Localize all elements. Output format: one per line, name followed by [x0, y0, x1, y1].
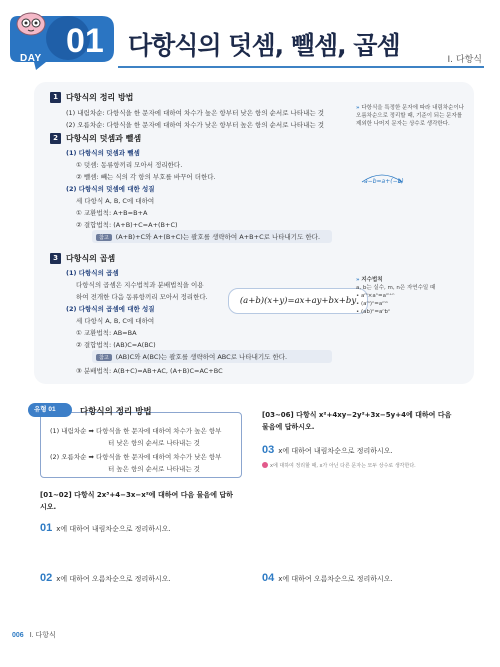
question-02-number: 02 [40, 572, 53, 584]
s3-line-7: ② 결합법칙: (AB)C=A(BC) [76, 341, 156, 349]
exponent-law-3: • (ab)ⁿ=aⁿbⁿ [356, 309, 391, 315]
s3-note-row [96, 352, 287, 361]
question-03-hint [262, 462, 416, 469]
question-02-text: x에 대하여 오름차순으로 정리하시오. [56, 575, 171, 583]
section-2-number: 2 [50, 133, 61, 144]
s2-line-2: ① 덧셈: 동류항끼리 모아서 정리한다. [76, 161, 183, 169]
question-01-number: 01 [40, 522, 53, 534]
chapter-tag: I. 다항식 [447, 55, 482, 65]
page-header [0, 0, 500, 78]
exponent-law-note [356, 276, 468, 316]
question-03-hint-text: x에 대하여 정리할 때, x가 아닌 다른 문자는 모두 상수로 생각한다. [270, 463, 416, 469]
s3-reference-note [92, 350, 332, 363]
s3-note-text: (AB)C와 A(BC)는 괄호를 생략하여 ABC로 나타내기도 한다. [115, 353, 288, 361]
problem-group-03-06-heading: [03~06] 다항식 x²+4xy−2y²+3x−5y+4에 대하여 다음 [262, 411, 452, 419]
s2-line-6: ① 교환법칙: A+B=B+A [76, 209, 148, 217]
s3-line-8: ③ 분배법칙: A(B+C)=AB+AC, (A+B)C=AC+BC [76, 367, 223, 375]
exponent-law-1: • aᵐ×aⁿ=aᵐ⁺ⁿ [356, 293, 395, 299]
section-3-number: 3 [50, 253, 61, 264]
question-02 [40, 572, 171, 584]
question-01 [40, 522, 171, 534]
question-04-number: 04 [262, 572, 275, 584]
s2-line-4: (2) 다항식의 덧셈에 대한 성질 [66, 185, 155, 193]
s2-note-row [96, 232, 320, 241]
s1-side-note-text: 다항식을 특정한 문자에 따라 내림차순이나 오름차순으로 정리할 때, 기준이 되는 문자를 제외한 나머지 문자는 상수로 생각한다. [356, 105, 464, 127]
type-01-badge: 유형 01 [28, 403, 72, 417]
question-01-text: x에 대하여 내림차순으로 정리하시오. [56, 525, 171, 533]
s2-line-3: ② 뺄셈: 빼는 식의 각 항의 부호를 바꾸어 더한다. [76, 173, 216, 181]
s3-line-5: 세 다항식 A, B, C에 대하여 [76, 317, 155, 325]
question-03-text: x에 대하여 내림차순으로 정리하시오. [278, 447, 393, 455]
section-2-title: 다항식의 덧셈과 뺄셈 [66, 134, 142, 143]
hint-icon [262, 462, 268, 468]
section-1-number: 1 [50, 92, 61, 103]
header-divider [118, 66, 484, 68]
side-arrow-icon: » [356, 277, 360, 283]
exponent-law-condition: a, b는 실수, m, n은 자연수일 때 [356, 285, 436, 291]
type-row-1b: 터 낮은 항의 순서로 나타내는 것 [108, 439, 200, 447]
exponent-law-title: 지수법칙 [361, 277, 383, 283]
mascot-icon [14, 8, 48, 38]
s3-line-3: 하여 전개한 다음 동류항끼리 모아서 정리한다. [76, 293, 208, 301]
exponent-law-2: • (aᵐ)ⁿ=aᵐⁿ [356, 301, 388, 307]
s2-note-text: (A+B)+C와 A+(B+C)는 괄호를 생략하여 A+B+C로 나타내기도 한다. [115, 233, 321, 241]
reference-tag: 참고 [96, 354, 112, 361]
s3-line-6: ① 교환법칙: AB=BA [76, 329, 137, 337]
question-03-number: 03 [262, 444, 275, 456]
page-title: 다항식의 덧셈, 뺄셈, 곱셈 [128, 31, 400, 60]
problem-group-03-06-heading-cont: 물음에 답하시오. [262, 423, 315, 431]
s3-line-1: (1) 다항식의 곱셈 [66, 269, 119, 277]
type-row-2a: (2) 오름차순 ➡ 다항식을 한 문자에 대하여 차수가 낮은 항부 [50, 453, 222, 461]
question-04 [262, 572, 393, 584]
s2-line-5: 세 다항식 A, B, C에 대하여 [76, 197, 155, 205]
day-label: DAY [20, 53, 42, 64]
s2-reference-note [92, 230, 332, 243]
problem-group-01-02-heading-cont: 시오. [40, 503, 57, 511]
section-1-heading [50, 92, 133, 103]
page-number: 006 [12, 632, 24, 639]
section-3-title: 다항식의 곱셈 [66, 254, 116, 263]
type-01-title: 다항식의 정리 방법 [80, 407, 152, 417]
section-2-heading [50, 133, 141, 144]
problem-group-01-02-heading: [01~02] 다항식 2x³+4−3x−x²에 대하여 다음 물음에 답하 [40, 491, 233, 499]
s1-line-1: (1) 내림차순: 다항식을 한 문자에 대하여 차수가 높은 항부터 낮은 항의 순서로 나타내는 것 [66, 109, 325, 117]
side-arrow-icon: » [356, 105, 360, 111]
s1-side-note [356, 104, 468, 128]
section-1-title: 다항식의 정리 방법 [66, 93, 134, 102]
type-row-1a: (1) 내림차순 ➡ 다항식을 한 문자에 대하여 차수가 높은 항부 [50, 427, 222, 435]
type-row-2b: 터 높은 항의 순서로 나타내는 것 [108, 465, 200, 473]
s3-line-4: (2) 다항식의 곱셈에 대한 성질 [66, 305, 155, 313]
s2-line-1: (1) 다항식의 덧셈과 뺄셈 [66, 149, 140, 157]
distribution-formula: (a+b)(x+y)=ax+ay+bx+by [228, 288, 368, 314]
page-footer [12, 630, 56, 640]
footer-chapter: I. 다항식 [29, 632, 56, 639]
reference-tag: 참고 [96, 234, 112, 241]
question-04-text: x에 대하여 오름차순으로 정리하시오. [278, 575, 393, 583]
s3-line-2: 다항식의 곱셈은 지수법칙과 분배법칙을 이용 [76, 281, 204, 289]
section-3-heading [50, 253, 115, 264]
s1-line-2: (2) 오름차순: 다항식을 한 문자에 대하여 차수가 낮은 항부터 높은 항의 순서로 나타내는 것 [66, 121, 325, 129]
s2-line-7: ② 결합법칙: (A+B)+C=A+(B+C) [76, 221, 178, 229]
question-03 [262, 444, 393, 456]
day-number: 01 [66, 22, 104, 60]
subtraction-rule: a−b=a+(−b) [364, 178, 404, 185]
